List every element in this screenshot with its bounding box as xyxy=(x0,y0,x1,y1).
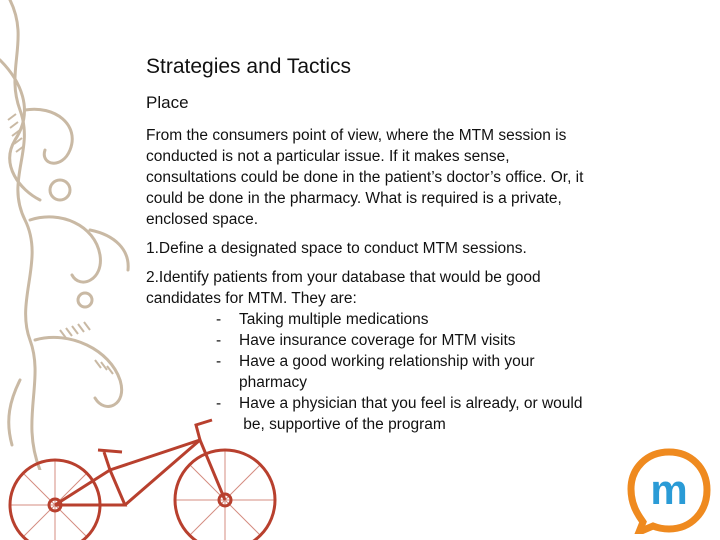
slide-content xyxy=(146,54,686,435)
bullet-dash: - xyxy=(216,353,222,370)
bullet-dash: - xyxy=(216,395,222,412)
list-item xyxy=(146,393,686,435)
bullet-dash: - xyxy=(216,332,222,349)
bullet-text: Have a good working relationship with your xyxy=(239,353,535,370)
step-two-line: 2.Identify patients from your database that would be good xyxy=(146,269,541,286)
step-two xyxy=(146,267,686,309)
slide-title: Strategies and Tactics xyxy=(146,55,352,78)
intro-line: could be done in the pharmacy. What is required is a private, xyxy=(146,190,562,207)
bullet-dash: - xyxy=(216,311,222,328)
intro-line: From the consumers point of view, where the MTM session is xyxy=(146,127,567,144)
brand-logo xyxy=(625,446,713,534)
intro-line: consultations could be done in the patient’s doctor’s office. Or, it xyxy=(146,169,584,186)
intro-line: conducted is not a particular issue. If it makes sense, xyxy=(146,148,510,165)
list-item xyxy=(146,309,686,330)
step-two-line: candidates for MTM. They are: xyxy=(146,290,357,307)
list-item xyxy=(146,351,686,393)
bullet-text: pharmacy xyxy=(239,374,308,391)
bullet-text: be, supportive of the program xyxy=(239,416,446,433)
intro-line: enclosed space. xyxy=(146,211,259,228)
candidate-criteria-list xyxy=(146,309,686,435)
slide-subtitle: Place xyxy=(146,93,189,112)
logo-letter: m xyxy=(650,466,688,513)
intro-paragraph xyxy=(146,125,686,230)
bullet-text: Have a physician that you feel is already, or would xyxy=(239,395,583,412)
bullet-text: Taking multiple medications xyxy=(239,311,429,328)
bullet-text: Have insurance coverage for MTM visits xyxy=(239,332,516,349)
list-item xyxy=(146,330,686,351)
step-one: 1.Define a designated space to conduct MTM sessions. xyxy=(146,240,527,257)
